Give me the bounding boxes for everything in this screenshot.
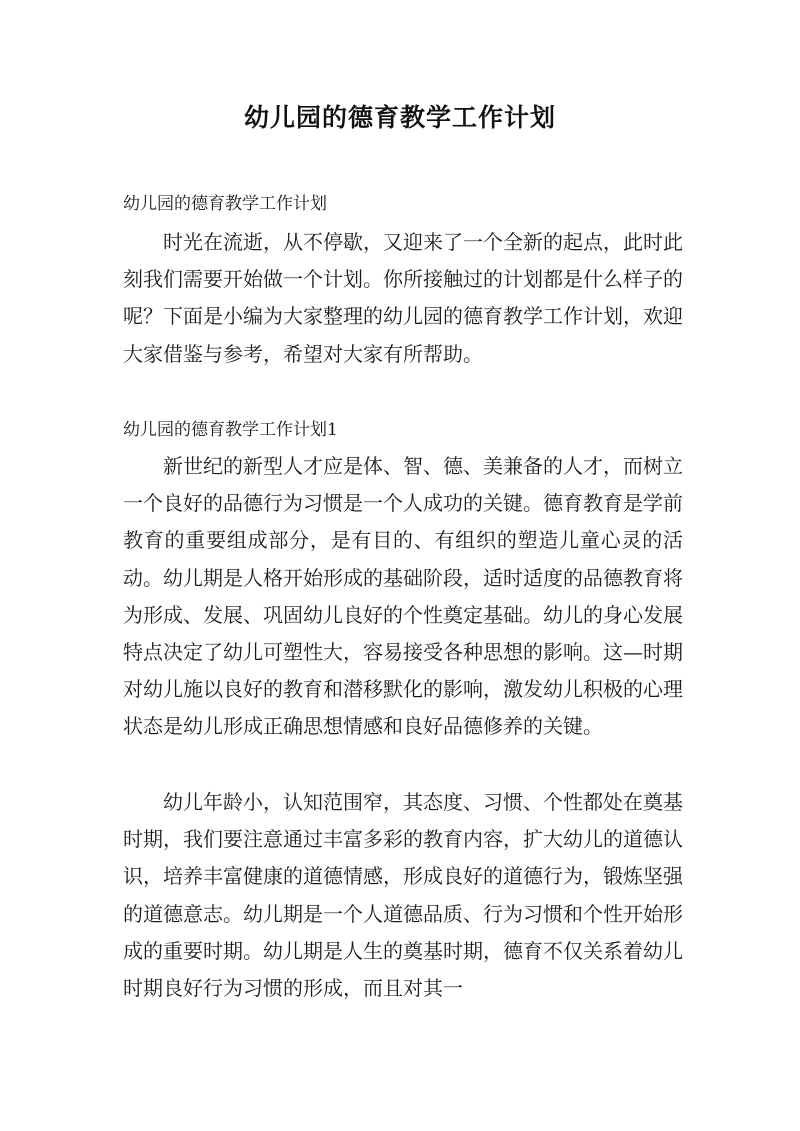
section-1-heading: 幼儿园的德育教学工作计划1 (123, 420, 338, 440)
document-title: 幼儿园的德育教学工作计划 (243, 103, 556, 132)
section-1-paragraph-2: 幼儿年龄小，认知范围窄，其态度、习惯、个性都处在奠基时期，我们要注意通过丰富多彩的教育内容，扩大幼儿的道德认识，培养丰富健康的道德情感，形成良好的道德行为，锻炼坚强的道德意志。幼儿期是一个人道德品质、行为习惯和个性开始形成的重要时期。幼儿期是人生的奠基时期，德育不仅关系着幼儿时期良好行为习惯的形成，而且对其一 (123, 790, 683, 1001)
intro-paragraph: 时光在流逝，从不停歇，又迎来了一个全新的起点，此时此刻我们需要开始做一个计划。你所接触过的计划都是什么样子的呢？下面是小编为大家整理的幼儿园的德育教学工作计划，欢迎大家借鉴与参考，希望对大家有所帮助。 (123, 230, 683, 366)
intro-heading: 幼儿园的德育教学工作计划 (123, 194, 327, 214)
section-1-paragraph-1: 新世纪的新型人才应是体、智、德、美兼备的人才，而树立一个良好的品德行为习惯是一个人成功的关键。德育教育是学前教育的重要组成部分，是有目的、有组织的塑造儿童心灵的活动。幼儿期是人格开始形成的基础阶段，适时适度的品德教育将为形成、发展、巩固幼儿良好的个性奠定基础。幼儿的身心发展特点决定了幼儿可塑性大，容易接受各种思想的影响。这—时期对幼儿施以良好的教育和潜移默化的影响，激发幼儿积极的心理状态是幼儿形成正确思想情感和良好品德修养的关键。 (123, 454, 683, 739)
